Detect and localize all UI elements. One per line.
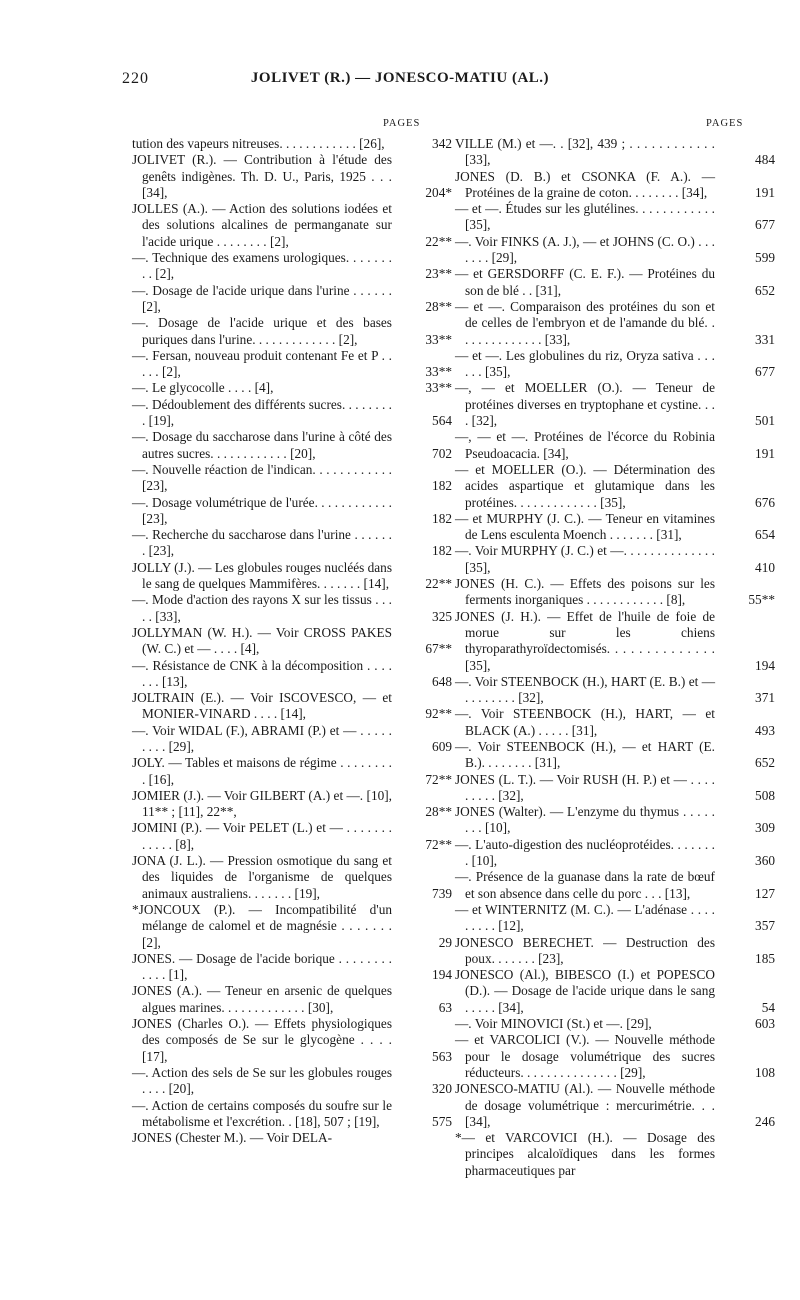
entry-page-number: 325 bbox=[432, 608, 452, 624]
entry-text: JOLTRAIN (E.). — Voir ISCOVESCO, — et MONIER-VINARD . . . . [14], bbox=[132, 690, 392, 722]
entry-text: —. Dédoublement des différents sucres. . . . . . . . . [19], bbox=[132, 396, 392, 429]
left-pages-label: PAGES bbox=[383, 118, 421, 129]
index-entry bbox=[132, 592, 452, 625]
left-column bbox=[132, 136, 452, 1146]
entry-page-number: 575 bbox=[432, 1113, 452, 1129]
index-entry bbox=[132, 429, 452, 462]
entry-page-number: 22** bbox=[425, 576, 452, 592]
index-entry bbox=[455, 348, 775, 381]
index-entry bbox=[455, 1130, 775, 1179]
entry-page-number: 331 bbox=[755, 331, 775, 347]
index-entry bbox=[455, 201, 775, 234]
index-entry bbox=[455, 511, 775, 544]
entry-text: —. Voir WIDAL (F.), ABRAMI (P.) et — . . . . . . . . . [29], bbox=[132, 722, 392, 754]
index-entry bbox=[132, 902, 452, 951]
entry-page-number: 194 bbox=[755, 657, 775, 673]
entry-text: — et —. Études sur les glutélines. . . . . . . . . . . . [35], bbox=[455, 201, 715, 233]
entry-text: JOMINI (P.). — Voir PELET (L.) et — . . . . . . . . . . . . [8], bbox=[132, 820, 392, 852]
entry-text: JONES (Walter). — L'enzyme du thymus . . . . . . . . [10], bbox=[455, 804, 715, 836]
index-entry bbox=[455, 299, 775, 348]
index-entry bbox=[455, 169, 775, 202]
index-entry bbox=[132, 560, 452, 593]
entry-text: —. Dosage de l'acide urique dans l'urine . . . . . . [2], bbox=[132, 282, 392, 314]
entry-page-number: 29 bbox=[438, 934, 452, 950]
entry-page-number: 677 bbox=[755, 364, 775, 380]
index-entry bbox=[455, 543, 775, 576]
index-entry bbox=[455, 837, 775, 870]
entry-page-number: 182 bbox=[432, 543, 452, 559]
index-entry bbox=[455, 1016, 775, 1032]
entry-page-number: 33** bbox=[425, 364, 452, 380]
index-entry bbox=[455, 935, 775, 968]
entry-text: JONES (Chester M.). — Voir DELA- bbox=[132, 1130, 333, 1146]
index-entry bbox=[455, 1032, 775, 1081]
entry-page-number: 501 bbox=[755, 413, 775, 429]
entry-text: —. Voir STEENBOCK (H.), HART (E. B.) et — . . . . . . . . [32], bbox=[455, 673, 715, 706]
index-entry bbox=[455, 429, 775, 462]
index-entry bbox=[455, 902, 775, 935]
entry-text: —. Voir STEENBOCK (H.), — et HART (E. B.). . . . . . . . [31], bbox=[455, 738, 715, 771]
index-entry bbox=[132, 658, 452, 691]
index-entry bbox=[132, 201, 452, 250]
entry-text: — et WINTERNITZ (M. C.). — L'adénase . . . . . . . . . [12], bbox=[455, 901, 715, 934]
entry-text: VILLE (M.) et —. . [32], 439 ; . . . . . . . . . . . . [33], bbox=[455, 136, 715, 168]
entry-text: JONES (H. C.). — Effets des poisons sur les ferments inorganiques . . . . . . . . . . . . [8], bbox=[455, 576, 715, 608]
index-entry bbox=[132, 1130, 452, 1146]
index-entry bbox=[132, 495, 452, 528]
entry-text: — et VARCOLICI (V.). — Nouvelle méthode pour le dosage volumétrique des sucres réducteurs. . . . . . . . . . . . . . . [29], bbox=[455, 1032, 715, 1080]
entry-text: tution des vapeurs nitreuses. . . . . . . . . . . . [26], bbox=[132, 136, 385, 151]
entry-text: JONES (Charles O.). — Effets physiologiques des composés de Se sur le glycogène . . . . [17], bbox=[132, 1016, 392, 1064]
entry-page-number: 185 bbox=[755, 950, 775, 966]
entry-page-number: 28** bbox=[425, 804, 452, 820]
entry-text: —. Technique des examens urologiques. . . . . . . . . [2], bbox=[132, 250, 392, 282]
entry-text: —. L'auto-digestion des nucléoprotéides. . . . . . . . [10], bbox=[455, 836, 715, 869]
entry-text: JOMIER (J.). — Voir GILBERT (A.) et —. [10], 11** ; [11], 22**, bbox=[132, 787, 392, 820]
entry-page-number: 28** bbox=[425, 298, 452, 314]
index-entry bbox=[455, 674, 775, 707]
entry-page-number: 603 bbox=[755, 1016, 775, 1032]
entry-page-number: 360 bbox=[755, 853, 775, 869]
index-entry bbox=[455, 804, 775, 837]
entry-page-number: 410 bbox=[755, 559, 775, 575]
entry-page-number: 204* bbox=[425, 184, 452, 200]
entry-page-number: 652 bbox=[755, 282, 775, 298]
entry-text: JOLLY (J.). — Les globules rouges nucléés dans le sang de quelques Mammifères. . . . . . . [14], bbox=[132, 559, 392, 592]
entry-text: — et —. Comparaison des protéines du son et de celles de l'embryon et de l'amande du blé. . . . . . . . . . . . . . [33], bbox=[455, 298, 715, 347]
index-entry bbox=[455, 266, 775, 299]
entry-page-number: 309 bbox=[755, 820, 775, 836]
page-header bbox=[0, 62, 800, 92]
entry-page-number: 609 bbox=[432, 738, 452, 754]
entry-text: JONES (L. T.). — Voir RUSH (H. P.) et — . . . . . . . . . [32], bbox=[455, 771, 715, 803]
entry-text: —. Voir STEENBOCK (H.), HART, — et BLACK (A.) . . . . . [31], bbox=[455, 706, 715, 738]
entry-text: JONESCO BERECHET. — Destruction des poux. . . . . . . [23], bbox=[455, 934, 715, 966]
entry-text: JONES (J. H.). — Effet de l'huile de foie de morue sur les chiens thyroparathyroïdectomisés. . . . . . . . . . . . . . [35], bbox=[455, 608, 715, 673]
entry-text: —. Dosage volumétrique de l'urée. . . . . . . . . . . . [23], bbox=[132, 494, 392, 526]
entry-page-number: 677 bbox=[755, 217, 775, 233]
index-entry bbox=[132, 690, 452, 723]
entry-page-number: 652 bbox=[755, 755, 775, 771]
entry-page-number: 92** bbox=[425, 706, 452, 722]
entry-page-number: 648 bbox=[432, 673, 452, 689]
entry-text: — et MOELLER (O.). — Détermination des acides aspartique et glutamique dans les protéines. . . . . . . . . . . . . [35], bbox=[455, 461, 715, 510]
entry-page-number: 599 bbox=[755, 250, 775, 266]
index-entry bbox=[132, 853, 452, 902]
entry-page-number: 194 bbox=[432, 967, 452, 983]
entry-text: JONES. — Dosage de l'acide borique . . . . . . . . . . . . [1], bbox=[132, 950, 392, 983]
entry-page-number: 191 bbox=[755, 184, 775, 200]
entry-text: *— et VARCOVICI (H.). — Dosage des principes alcaloïdiques dans les formes pharmaceutiques par bbox=[455, 1130, 715, 1178]
index-entry bbox=[132, 380, 452, 396]
index-entry bbox=[132, 136, 452, 152]
right-column bbox=[455, 136, 775, 1179]
index-entry bbox=[132, 1065, 452, 1098]
index-entry bbox=[455, 772, 775, 805]
index-entry bbox=[132, 527, 452, 560]
entry-page-number: 563 bbox=[432, 1048, 452, 1064]
entry-page-number: 127 bbox=[755, 885, 775, 901]
entry-text: JONES (D. B.) et CSONKA (F. A.). — Protéines de la graine de coton. . . . . . . . [34], bbox=[455, 168, 715, 200]
entry-page-number: 33** bbox=[425, 331, 452, 347]
entry-page-number: 564 bbox=[432, 413, 452, 429]
entry-text: JONESCO-MATIU (Al.). — Nouvelle méthode de dosage volumétrique : mercurimétrie. . . [34], bbox=[455, 1081, 715, 1129]
index-entry bbox=[132, 820, 452, 853]
index-entry bbox=[132, 951, 452, 984]
index-entry bbox=[132, 397, 452, 430]
entry-page-number: 654 bbox=[755, 527, 775, 543]
index-entry bbox=[132, 348, 452, 381]
entry-page-number: 342 bbox=[432, 136, 452, 151]
index-entry bbox=[132, 315, 452, 348]
entry-text: —. Fersan, nouveau produit contenant Fe et P . . . . . [2], bbox=[132, 347, 392, 380]
entry-page-number: 182 bbox=[432, 478, 452, 494]
entry-text: —. Recherche du saccharose dans l'urine . . . . . . . [23], bbox=[132, 527, 392, 559]
index-entry bbox=[132, 983, 452, 1016]
entry-text: JOLIVET (R.). — Contribution à l'étude des genêts indigènes. Th. D. U., Paris, 1925 . . . [34], bbox=[132, 152, 392, 200]
entry-page-number: 23** bbox=[425, 266, 452, 282]
index-entry bbox=[132, 1098, 452, 1131]
entry-text: JONA (J. L.). — Pression osmotique du sang et des liquides de l'organisme de quelques animaux australiens. . . . . . . [19], bbox=[132, 853, 392, 901]
entry-page-number: 72** bbox=[425, 836, 452, 852]
index-entry bbox=[455, 967, 775, 1016]
entry-text: —. Résistance de CNK à la décomposition . . . . . . . [13], bbox=[132, 657, 392, 689]
entry-page-number: 63 bbox=[438, 999, 452, 1015]
entry-page-number: 54 bbox=[761, 999, 775, 1015]
entry-page-number: 246 bbox=[755, 1113, 775, 1129]
index-entry bbox=[132, 462, 452, 495]
right-pages-label: PAGES bbox=[706, 118, 744, 129]
entry-text: —. Dosage du saccharose dans l'urine à côté des autres sucres. . . . . . . . . . . . [20], bbox=[132, 429, 392, 461]
entry-page-number: 55** bbox=[748, 592, 775, 608]
entry-text: —. Le glycocolle . . . . [4], bbox=[132, 380, 274, 396]
entry-page-number: 357 bbox=[755, 918, 775, 934]
entry-text: JOLLYMAN (W. H.). — Voir CROSS PAKES (W. C.) et — . . . . [4], bbox=[132, 624, 392, 657]
index-entry bbox=[132, 788, 452, 821]
entry-text: — et GERSDORFF (C. E. F.). — Protéines du son de blé . . [31], bbox=[455, 266, 715, 298]
entry-text: — et —. Les globulines du riz, Oryza sativa . . . . . . [35], bbox=[455, 347, 715, 380]
entry-page-number: 22** bbox=[425, 233, 452, 249]
entry-text: JOLLES (A.). — Action des solutions iodées et des solutions alcalines de permanganate sur l'acide urique . . . . . . . . [2], bbox=[132, 201, 392, 249]
entry-text: —, — et MOELLER (O.). — Teneur de protéines diverses en tryptophane et cystine. . . . [32], bbox=[455, 380, 715, 429]
entry-page-number: 320 bbox=[432, 1081, 452, 1097]
index-entry bbox=[455, 380, 775, 429]
page-number: 220 bbox=[122, 70, 149, 87]
entry-page-number: 182 bbox=[432, 510, 452, 526]
index-entry bbox=[132, 283, 452, 316]
entry-page-number: 739 bbox=[432, 885, 452, 901]
index-entry bbox=[455, 136, 775, 169]
index-entry bbox=[132, 250, 452, 283]
running-title: JOLIVET (R.) — JONESCO-MATIU (AL.) bbox=[250, 70, 550, 86]
entry-page-number: 493 bbox=[755, 722, 775, 738]
entry-page-number: 108 bbox=[755, 1064, 775, 1080]
entry-text: —. Voir FINKS (A. J.), — et JOHNS (C. O.) . . . . . . . [29], bbox=[455, 233, 715, 266]
index-entry bbox=[455, 739, 775, 772]
entry-page-number: 484 bbox=[755, 152, 775, 168]
entry-page-number: 72** bbox=[425, 771, 452, 787]
index-entry bbox=[455, 234, 775, 267]
entry-page-number: 702 bbox=[432, 445, 452, 461]
entry-text: — et MURPHY (J. C.). — Teneur en vitamines de Lens esculenta Moench . . . . . . . [31], bbox=[455, 510, 715, 543]
index-entry bbox=[132, 723, 452, 756]
index-entry bbox=[455, 462, 775, 511]
index-entry bbox=[455, 609, 775, 674]
index-entry bbox=[455, 576, 775, 609]
entry-text: JOLY. — Tables et maisons de régime . . . . . . . . . [16], bbox=[132, 755, 392, 787]
index-entry bbox=[455, 1081, 775, 1130]
entry-page-number: 371 bbox=[755, 690, 775, 706]
entry-text: —. Dosage de l'acide urique et des bases puriques dans l'urine. . . . . . . . . . . . . [2], bbox=[132, 315, 392, 347]
entry-text: *JONCOUX (P.). — Incompatibilité d'un mélange de calomel et de magnésie . . . . . . . [2], bbox=[132, 901, 392, 950]
entry-text: —. Voir MINOVICI (St.) et —. [29], bbox=[455, 1016, 652, 1032]
entry-text: —, — et —. Protéines de l'écorce du Robinia Pseudoacacia. [34], bbox=[455, 429, 715, 461]
entry-page-number: 508 bbox=[755, 787, 775, 803]
entry-page-number: 191 bbox=[755, 445, 775, 461]
index-entry bbox=[455, 869, 775, 902]
index-entry bbox=[132, 755, 452, 788]
index-entry bbox=[132, 1016, 452, 1065]
entry-page-number: 676 bbox=[755, 494, 775, 510]
entry-text: —. Voir MURPHY (J. C.) et —. . . . . . . . . . . . . . [35], bbox=[455, 543, 715, 575]
entry-text: —. Présence de la guanase dans la rate de bœuf et son absence dans celle du porc . . . [13], bbox=[455, 869, 715, 901]
index-entry bbox=[132, 152, 452, 201]
entry-page-number: 33** bbox=[425, 380, 452, 396]
index-entry bbox=[132, 625, 452, 658]
entry-text: —. Action des sels de Se sur les globules rouges . . . . [20], bbox=[132, 1064, 392, 1097]
index-entry bbox=[455, 706, 775, 739]
entry-text: JONESCO (Al.), BIBESCO (I.) et POPESCO (D.). — Dosage de l'acide urique dans le sang . . . . . [34], bbox=[455, 967, 715, 1015]
entry-text: —. Mode d'action des rayons X sur les tissus . . . . . [33], bbox=[132, 592, 392, 624]
entry-text: —. Action de certains composés du soufre sur le métabolisme et l'excrétion. . [18], 507 ; [19], bbox=[132, 1097, 392, 1129]
entry-text: —. Nouvelle réaction de l'indican. . . . . . . . . . . . [23], bbox=[132, 461, 392, 494]
entry-text: JONES (A.). — Teneur en arsenic de quelques algues marines. . . . . . . . . . . . . [30], bbox=[132, 983, 392, 1015]
entry-page-number: 67** bbox=[425, 641, 452, 657]
